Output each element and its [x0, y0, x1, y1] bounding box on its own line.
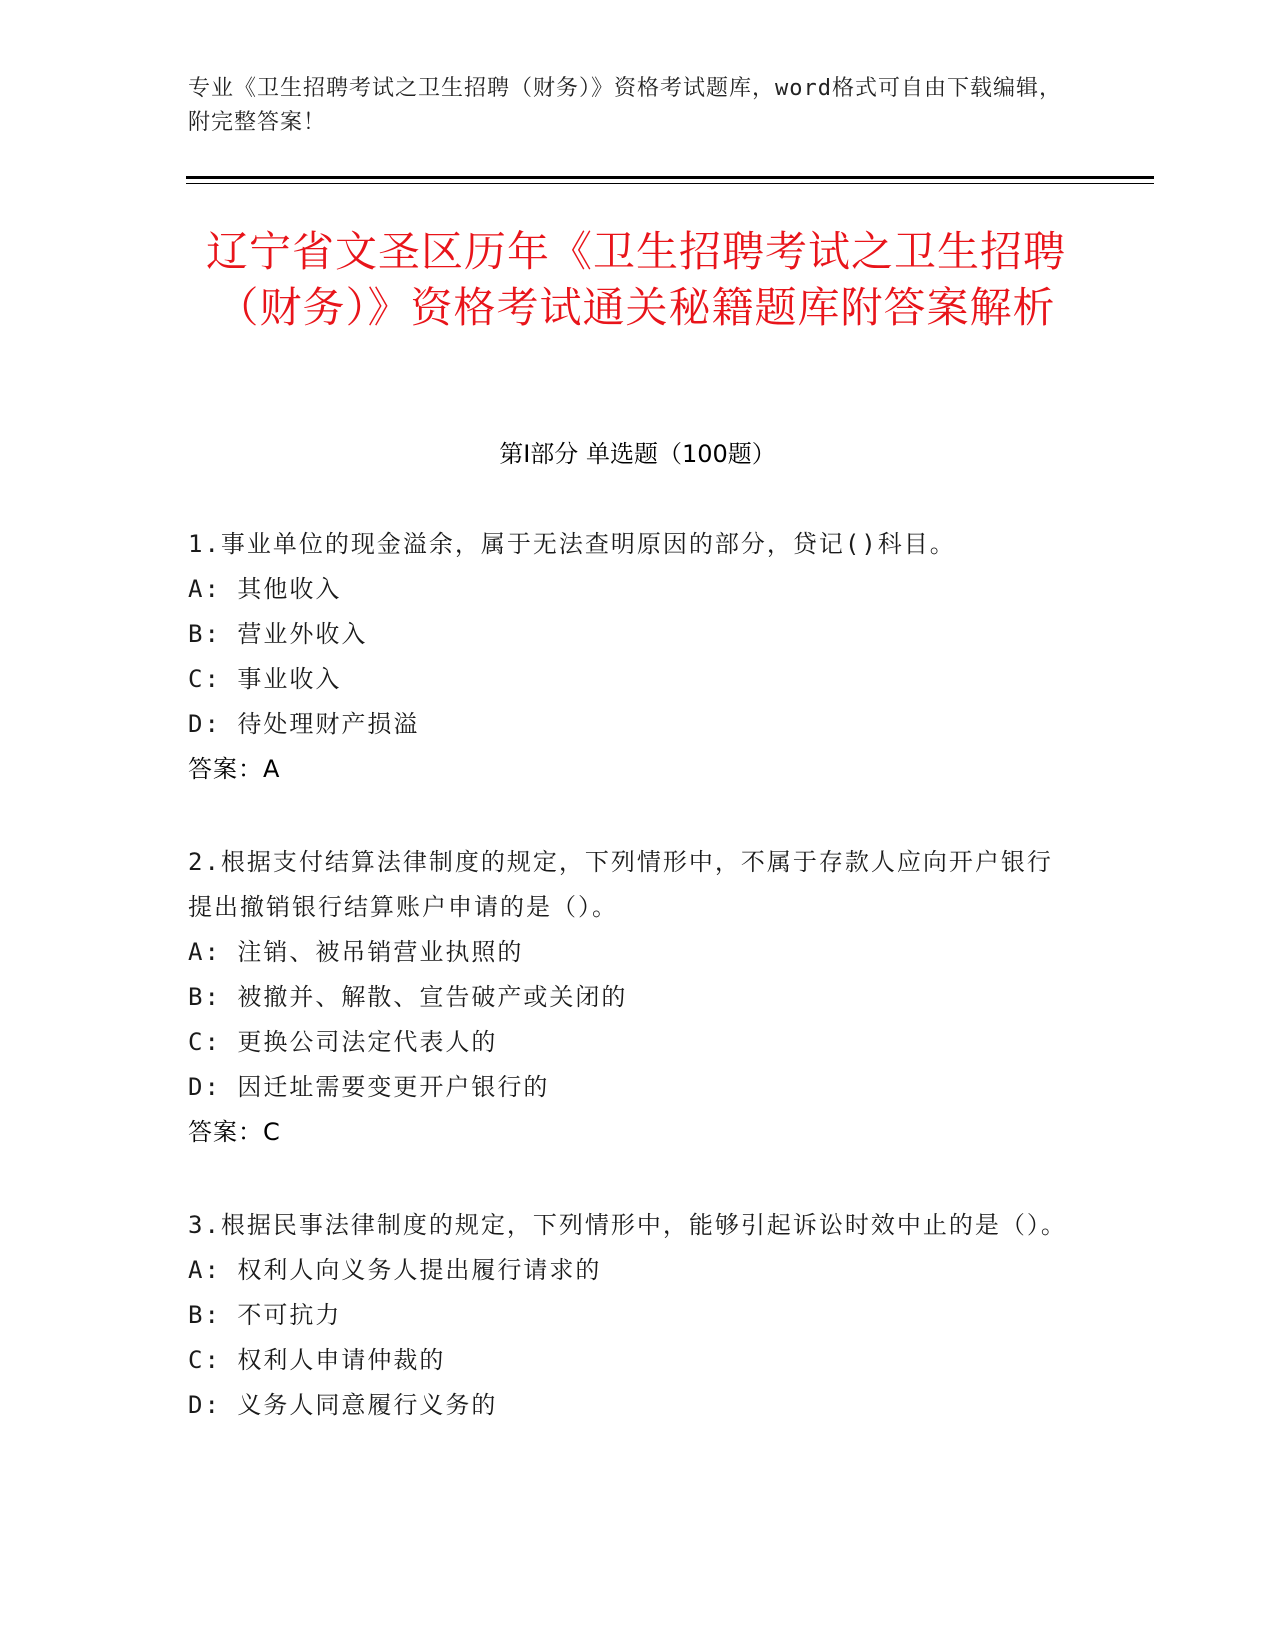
option-a: A: 注销、被吊销营业执照的 [188, 938, 524, 966]
answer-line: 答案：A [188, 755, 281, 783]
section-heading: 第Ⅰ部分 单选题（100题） [499, 440, 776, 468]
question-block [188, 1203, 1068, 1428]
option-b: B: 营业外收入 [188, 620, 368, 648]
option-c: C: 事业收入 [188, 665, 342, 693]
question-stem: 3.根据民事法律制度的规定，下列情形中，能够引起诉讼时效中止的是（）。 [188, 1211, 1067, 1239]
option-d: D: 待处理财产损溢 [188, 710, 420, 738]
header-rule-thin [186, 183, 1154, 184]
option-c: C: 更换公司法定代表人的 [188, 1028, 498, 1056]
header-note: 专业《卫生招聘考试之卫生招聘（财务）》资格考试题库，word格式可自由下载编辑，附完整答案！ [188, 76, 1062, 135]
question-stem: 2.根据支付结算法律制度的规定，下列情形中，不属于存款人应向开户银行提出撤销银行结算账户申请的是（）。 [188, 848, 1053, 921]
option-a: A: 其他收入 [188, 575, 342, 603]
answer-line: 答案：C [188, 1118, 281, 1146]
option-c: C: 权利人申请仲裁的 [188, 1346, 446, 1374]
option-d: D: 因迁址需要变更开户银行的 [188, 1073, 550, 1101]
question-block [188, 522, 1068, 792]
option-d: D: 义务人同意履行义务的 [188, 1391, 498, 1419]
question-stem: 1.事业单位的现金溢余，属于无法查明原因的部分，贷记()科目。 [188, 530, 956, 558]
question-block [188, 840, 1068, 1155]
option-a: A: 权利人向义务人提出履行请求的 [188, 1256, 602, 1284]
option-b: B: 被撤并、解散、宣告破产或关闭的 [188, 983, 628, 1011]
document-title: 辽宁省文圣区历年《卫生招聘考试之卫生招聘（财务）》资格考试通关秘籍题库附答案解析 [205, 227, 1066, 332]
header-rule-thick [186, 176, 1154, 179]
option-b: B: 不可抗力 [188, 1301, 342, 1329]
